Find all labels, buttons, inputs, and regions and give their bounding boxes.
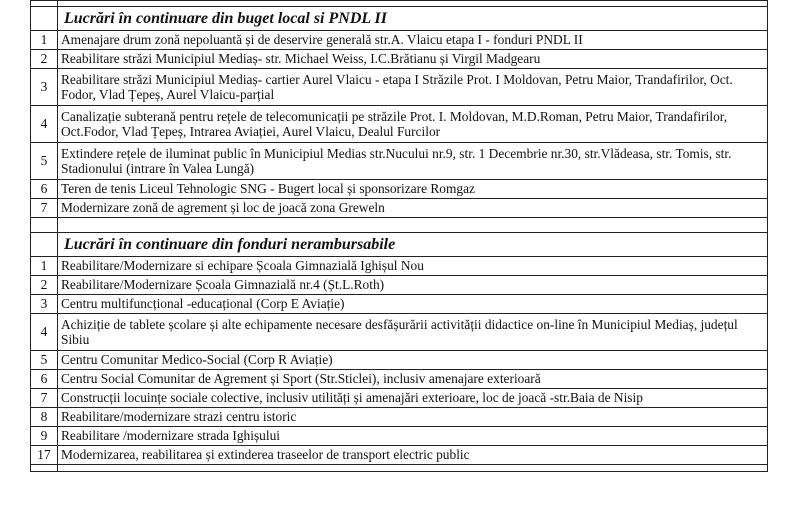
row-number: 4 — [31, 105, 58, 142]
row-description: Reabilitare/Modernizare Școala Gimnazială nr.4 (Șt.L.Roth) — [58, 275, 768, 294]
row-description: Centru Comunitar Medico-Social (Corp R Aviație) — [58, 350, 768, 369]
row-description: Extindere rețele de iluminat public în Municipiul Medias str.Nucului nr.9, str. 1 Decembrie nr.30, str.Vlădeasa, str. Tomis, str. Stadionului (intrare în Valea Lungă) — [58, 142, 768, 179]
row-number: 7 — [31, 388, 58, 407]
table-row — [31, 142, 768, 179]
row-number: 2 — [31, 49, 58, 68]
row-description: Canalizație subterană pentru rețele de telecomunicații pe străzile Prot. I. Moldovan, M.D.Roman, Petru Maior, Trandafirilor, Oct.Fodor, Vlad Țepeș, Intrarea Aviației, Aurel Vlaicu, Dealul Furcilor — [58, 105, 768, 142]
row-description: Reabilitare străzi Municipiul Mediaș- cartier Aurel Vlaicu - etapa I Străzile Prot. I Moldovan, Petru Maior, Trandafirilor, Oct. Fodor, Vlad Țepeș, Aurel Vlaicu-parțial — [58, 68, 768, 105]
section-title-local-budget: Lucrări în continuare din buget local si PNDL II — [58, 7, 768, 31]
table-row — [31, 445, 768, 464]
row-description: Centru Social Comunitar de Agrement și Sport (Str.Sticlei), inclusiv amenajare exterioară — [58, 369, 768, 388]
blank-row — [31, 217, 768, 232]
table-row — [31, 407, 768, 426]
row-description: Modernizare zonă de agrement și loc de joacă zona Greweln — [58, 198, 768, 217]
row-description: Reabilitare /modernizare strada Ighișului — [58, 426, 768, 445]
table-row — [31, 313, 768, 350]
row-description: Reabilitare/Modernizare si echipare Școala Gimnazială Ighișul Nou — [58, 256, 768, 275]
row-description: Achiziție de tablete școlare și alte echipamente necesare desfășurării activității didactice on-line în Municipiul Mediaș, județul Sibiu — [58, 313, 768, 350]
row-number: 5 — [31, 350, 58, 369]
row-number: 4 — [31, 313, 58, 350]
row-number: 1 — [31, 30, 58, 49]
table-row — [31, 198, 768, 217]
table-row — [31, 256, 768, 275]
row-number: 7 — [31, 198, 58, 217]
works-table — [30, 0, 768, 472]
row-number: 17 — [31, 445, 58, 464]
row-number: 3 — [31, 68, 58, 105]
table-row — [31, 49, 768, 68]
row-number: 1 — [31, 256, 58, 275]
row-description: Reabilitare străzi Municipiul Mediaș- str. Michael Weiss, I.C.Brătianu și Virgil Madgearu — [58, 49, 768, 68]
section-header-row — [31, 232, 768, 256]
investment-list-document — [30, 0, 768, 472]
table-row — [31, 350, 768, 369]
row-number: 6 — [31, 369, 58, 388]
row-number: 8 — [31, 407, 58, 426]
row-description: Teren de tenis Liceul Tehnologic SNG - Bugert local și sponsorizare Romgaz — [58, 179, 768, 198]
section-title-nonrefundable-funds: Lucrări în continuare din fonduri nerambursabile — [58, 232, 768, 256]
row-number: 2 — [31, 275, 58, 294]
table-row — [31, 275, 768, 294]
row-description: Construcții locuințe sociale colective, inclusiv utilități și amenajări exterioare, loc de joacă -str.Baia de Nisip — [58, 388, 768, 407]
table-row — [31, 388, 768, 407]
row-description: Reabilitare/modernizare strazi centru istoric — [58, 407, 768, 426]
blank-row — [31, 464, 768, 471]
row-number: 6 — [31, 179, 58, 198]
table-row — [31, 426, 768, 445]
row-number: 5 — [31, 142, 58, 179]
row-description: Centru multifuncțional -educațional (Corp E Aviație) — [58, 294, 768, 313]
table-row — [31, 68, 768, 105]
row-description: Amenajare drum zonă nepoluantă și de deservire generală str.A. Vlaicu etapa I - fonduri PNDL II — [58, 30, 768, 49]
row-number: 3 — [31, 294, 58, 313]
table-row — [31, 179, 768, 198]
table-row — [31, 105, 768, 142]
table-row — [31, 30, 768, 49]
table-row — [31, 294, 768, 313]
row-number: 9 — [31, 426, 58, 445]
table-row — [31, 369, 768, 388]
section-header-row — [31, 7, 768, 31]
row-description: Modernizarea, reabilitarea și extinderea traseelor de transport electric public — [58, 445, 768, 464]
